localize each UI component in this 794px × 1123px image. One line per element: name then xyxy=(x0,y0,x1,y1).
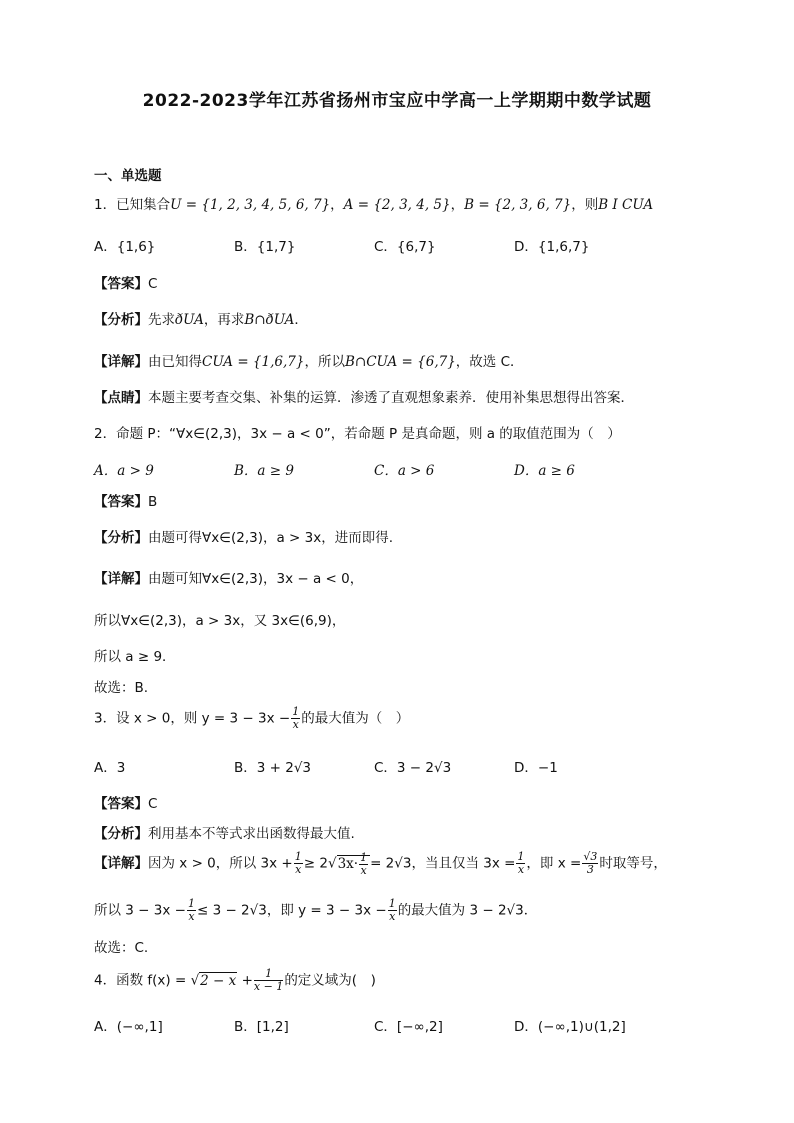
q3-line2-frac-1 xyxy=(187,898,196,923)
q2-option-a: A．a > 9 xyxy=(94,463,154,479)
q2-option-b: B．a ≥ 9 xyxy=(234,463,294,479)
detail-tag: 【详解】 xyxy=(94,855,148,872)
q4-stem-sqrt: √2 − x xyxy=(190,972,237,989)
q1-number: 1． xyxy=(94,197,117,213)
q3-detail-frac-3-den: x xyxy=(517,863,525,876)
q3-line2-frac-2-num: 1 xyxy=(388,897,396,910)
analysis-tag: 【分析】 xyxy=(94,826,148,842)
q2-analysis xyxy=(94,526,393,546)
q3-detail-f: 时取等号， xyxy=(599,855,667,872)
q3-detail-frac-4-den: 3 xyxy=(586,863,594,876)
q4-stem-fraction xyxy=(254,968,283,993)
q3-detail-frac-1 xyxy=(294,851,303,876)
q3-line2-a: 所以 3 − 3x − xyxy=(94,902,186,919)
q3-option-b: B．3 + 2√3 xyxy=(234,760,312,776)
q4-frac-num: 1 xyxy=(254,968,283,981)
q3-stem-fraction xyxy=(291,706,300,731)
q1-detail-text: 由已知得 xyxy=(148,354,202,370)
question-3-options xyxy=(94,756,704,776)
q2-option-c: C．a > 6 xyxy=(374,463,435,479)
q3-detail-frac-1-num: 1 xyxy=(294,850,302,863)
q3-detail-d: = 2√3，当且仅当 3x = xyxy=(370,855,516,872)
q1-text: 已知集合 xyxy=(116,197,171,213)
q3-detail-frac-3 xyxy=(516,851,525,876)
q1-analysis xyxy=(94,308,308,328)
q3-frac-num: 1 xyxy=(292,705,300,718)
q4-stem-b: + xyxy=(237,972,253,989)
q3-option-a: A．3 xyxy=(94,760,126,776)
q3-detail-frac-4 xyxy=(582,851,598,876)
analysis-tag: 【分析】 xyxy=(94,312,148,328)
q4-stem-a: 4．函数 f(x) = xyxy=(94,972,191,989)
q3-detail-e: ，即 x = xyxy=(526,855,582,872)
q3-detail-frac-4-num: √3 xyxy=(583,850,598,863)
q3-line2-frac-1-num: 1 xyxy=(187,897,195,910)
answer-tag: 【答案】 xyxy=(94,276,148,292)
detail-tag: 【详解】 xyxy=(94,571,148,587)
q3-frac-den: x xyxy=(292,718,299,731)
q4-stem-c: 的定义域为( ) xyxy=(284,972,376,989)
q2-detail xyxy=(94,567,363,587)
q1-analysis-end: ． xyxy=(294,312,308,328)
q3-line2-frac-2 xyxy=(388,898,397,923)
q4-option-d: D．(−∞,1)∪(1,2] xyxy=(514,1019,626,1035)
q3-detail-c: 3x· xyxy=(337,855,359,872)
q1-detail-expr1: CUA = {1,6,7} xyxy=(202,354,305,370)
q4-sqrt-radicand: 2 − x xyxy=(200,972,237,989)
q1-set-b: B = {2, 3, 6, 7} xyxy=(464,197,572,213)
q2-option-d: D．a ≥ 6 xyxy=(514,463,575,479)
q3-detail-line-2 xyxy=(94,898,537,923)
q1-option-d: D．{1,6,7} xyxy=(514,239,590,255)
q3-answer-value: C xyxy=(148,796,158,812)
q4-option-a: A．(−∞,1] xyxy=(94,1019,163,1035)
q1-ask: ，则 xyxy=(571,197,599,213)
q1-ask-expr: B I CUA xyxy=(598,197,654,213)
question-1-stem: 1．已知集合U = {1, 2, 3, 4, 5, 6, 7}，A = {2, 3, 4, 5}，B = {2, 3, 6, 7}，则B I CUA xyxy=(94,197,654,213)
q3-line2-frac-2-den: x xyxy=(389,910,396,923)
question-4-stem xyxy=(94,968,376,993)
q3-detail-b: ≥ 2 xyxy=(303,855,328,872)
q1-detail-expr2: B∩CUA = {6,7} xyxy=(344,354,456,370)
q1-set-a: A = {2, 3, 4, 5} xyxy=(343,197,451,213)
q1-option-c: C．{6,7} xyxy=(374,239,436,255)
q2-analysis-text: 由题可得∀x∈(2,3)，a > 3x，进而即得. xyxy=(148,530,394,546)
q4-option-b: B．[1,2] xyxy=(234,1019,289,1035)
q4-option-c: C．[−∞,2] xyxy=(374,1019,443,1035)
q2-detail-text: 由题可知∀x∈(2,3)，3x − a < 0， xyxy=(148,571,364,587)
comment-tag: 【点睛】 xyxy=(94,390,148,406)
q1-comment xyxy=(94,386,634,406)
q1-option-a: A．{1,6} xyxy=(94,239,156,255)
q1-detail-end: ，故选 C． xyxy=(455,354,524,370)
q3-detail-line-3: 故选：C. xyxy=(94,940,149,956)
q1-answer xyxy=(94,272,157,292)
q3-option-c: C．3 − 2√3 xyxy=(374,760,452,776)
q2-detail-line-3: 所以 a ≥ 9． xyxy=(94,649,176,665)
analysis-tag: 【分析】 xyxy=(94,530,148,546)
q3-detail-frac-2-num: 1 xyxy=(360,850,368,864)
q1-analysis-mid: ，再求 xyxy=(203,312,245,328)
q3-line2-frac-1-den: x xyxy=(188,910,195,923)
detail-tag: 【详解】 xyxy=(94,354,148,370)
q3-line2-b: ≤ 3 − 2√3，即 y = 3 − 3x − xyxy=(196,902,387,919)
q1-answer-value: C xyxy=(148,276,158,292)
question-4-options xyxy=(94,1015,704,1035)
q2-detail-line-2: 所以∀x∈(2,3)，a > 3x，又 3x∈(6,9)， xyxy=(94,613,346,629)
q3-stem-a: 3．设 x > 0，则 y = 3 − 3x − xyxy=(94,710,291,727)
q1-analysis-expr1: ðUA xyxy=(175,312,204,328)
question-2-stem: 2．命题 P：“∀x∈(2,3)，3x − a < 0”，若命题 P 是真命题，则 a 的取值范围为（ ） xyxy=(94,426,621,442)
q2-answer-value: B xyxy=(148,494,158,510)
q1-comment-text: 本题主要考查交集、补集的运算．渗透了直观想象素养．使用补集思想得出答案． xyxy=(148,390,634,406)
q3-analysis xyxy=(94,822,355,842)
question-2-options xyxy=(94,459,704,479)
q2-answer xyxy=(94,490,157,510)
q3-option-d: D．−1 xyxy=(514,760,558,776)
question-1-options xyxy=(94,235,704,255)
q1-detail-mid: ，所以 xyxy=(304,354,345,370)
q3-detail-frac-3-num: 1 xyxy=(517,850,525,863)
q2-detail-line-4: 故选：B. xyxy=(94,680,149,696)
q1-analysis-expr2: B∩ðUA xyxy=(244,312,295,328)
q3-line2-c: 的最大值为 3 − 2√3． xyxy=(397,902,538,919)
q1-option-b: B．{1,7} xyxy=(234,239,296,255)
q1-set-u: U = {1, 2, 3, 4, 5, 6, 7} xyxy=(170,197,331,213)
q3-detail-frac-1-den: x xyxy=(295,863,302,876)
q3-stem-b: 的最大值为（ ） xyxy=(301,710,410,727)
q3-detail xyxy=(94,851,667,877)
section-heading: 一、单选题 xyxy=(94,168,162,184)
answer-tag: 【答案】 xyxy=(94,796,148,812)
q1-detail xyxy=(94,350,524,370)
q4-frac-den: x − 1 xyxy=(253,980,284,993)
q3-analysis-text: 利用基本不等式求出函数得最大值. xyxy=(148,826,355,842)
q3-detail-a: 因为 x > 0，所以 3x + xyxy=(148,855,293,872)
q3-detail-sqrt: √3x· $\frac{1}{x}$ xyxy=(328,855,370,872)
q3-detail-frac-2-den: x xyxy=(360,863,367,877)
page-title: 2022-2023学年江苏省扬州市宝应中学高一上学期期中数学试题 xyxy=(142,91,652,111)
q3-answer xyxy=(94,792,157,812)
q3-detail-frac-2 xyxy=(359,852,368,877)
question-3-stem xyxy=(94,706,409,731)
answer-tag: 【答案】 xyxy=(94,494,148,510)
q1-analysis-text: 先求 xyxy=(148,312,175,328)
